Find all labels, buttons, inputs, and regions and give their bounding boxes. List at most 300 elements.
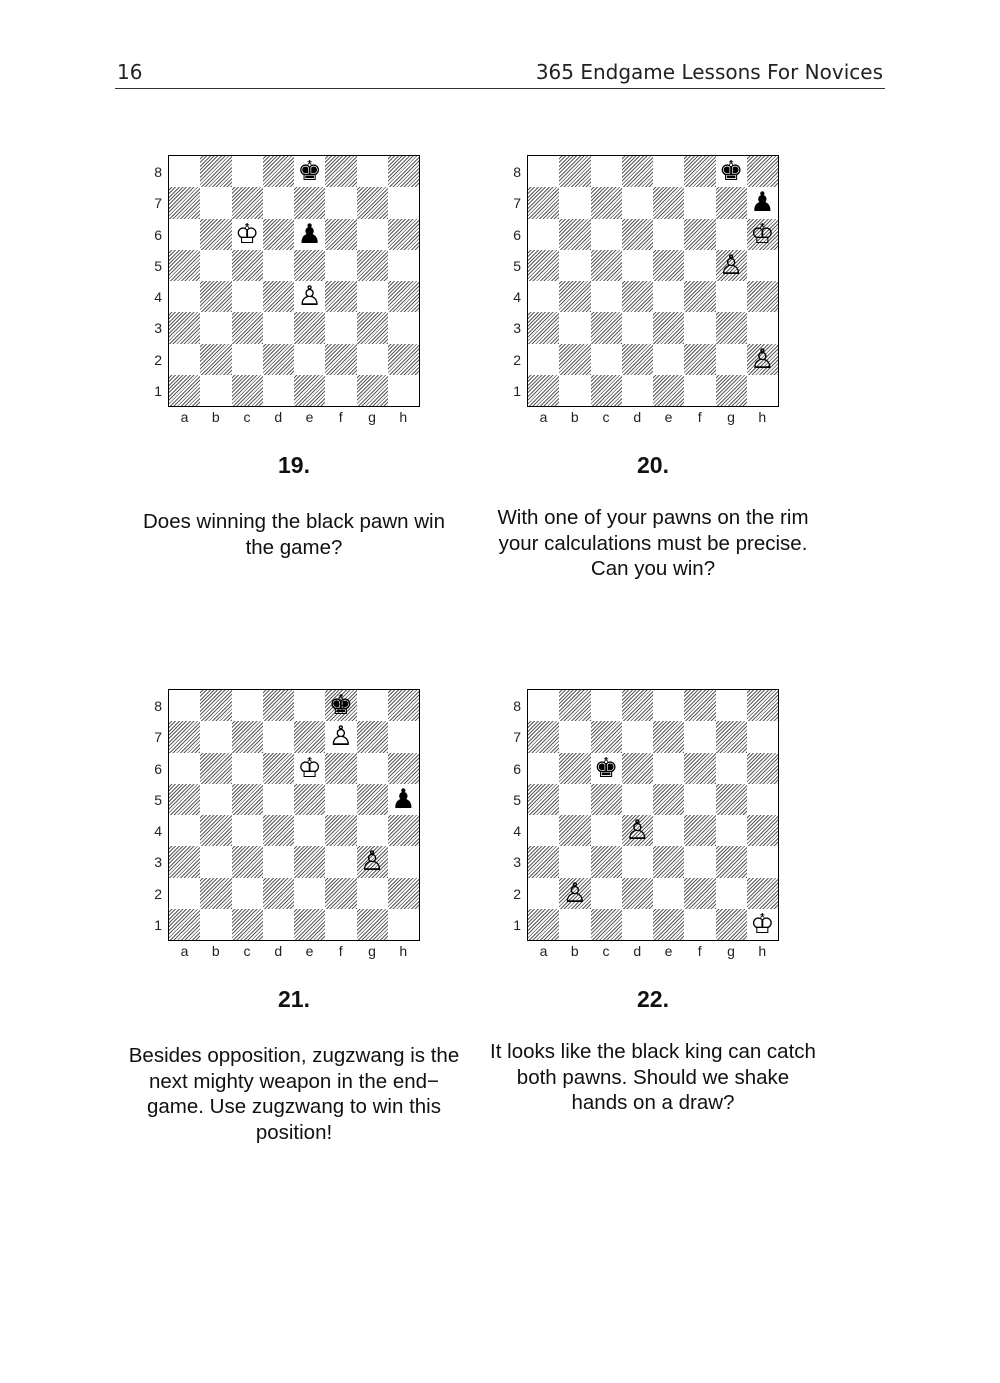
board-square <box>591 187 622 218</box>
white-king-icon: ♔ <box>235 218 260 250</box>
board-square <box>528 156 559 187</box>
file-label: a <box>539 409 548 425</box>
board-square <box>622 690 653 721</box>
description-line: next mighty weapon in the end− <box>148 1069 440 1093</box>
board-square <box>622 846 653 877</box>
board-square <box>357 281 388 312</box>
board-square <box>388 312 419 343</box>
board-square <box>559 846 590 877</box>
board-square <box>559 281 590 312</box>
file-label: g <box>727 943 735 959</box>
board-square <box>747 784 778 815</box>
board-square <box>294 909 325 940</box>
board-square <box>232 909 263 940</box>
board-square <box>559 344 590 375</box>
board-square <box>263 375 294 406</box>
board-square <box>388 344 419 375</box>
rank-label: 2 <box>513 351 521 368</box>
file-label: e <box>664 409 673 425</box>
file-label: c <box>602 943 610 959</box>
board-square <box>325 312 356 343</box>
puzzle-description <box>109 1043 479 1145</box>
rank-label: 7 <box>513 729 521 746</box>
board-square <box>716 187 747 218</box>
puzzle-description <box>468 1039 838 1116</box>
board-square <box>357 187 388 218</box>
board-square <box>716 219 747 250</box>
board-square <box>591 156 622 187</box>
board-square <box>263 187 294 218</box>
board-square <box>169 690 200 721</box>
rank-label: 2 <box>154 885 162 902</box>
board-square <box>388 846 419 877</box>
board-square <box>622 312 653 343</box>
rank-label: 6 <box>513 760 521 777</box>
board-square <box>294 187 325 218</box>
board-square <box>232 156 263 187</box>
board-square <box>388 281 419 312</box>
file-label: h <box>399 409 408 425</box>
rank-label: 8 <box>513 698 521 714</box>
board-square <box>388 753 419 784</box>
board-square <box>232 375 263 406</box>
file-label: a <box>539 943 548 959</box>
board-square <box>684 187 715 218</box>
board-square <box>357 156 388 187</box>
board-square <box>716 784 747 815</box>
description-line: It looks like the black king can catch <box>490 1040 816 1063</box>
board-square <box>263 909 294 940</box>
board-square <box>622 753 653 784</box>
board-square <box>559 721 590 752</box>
rank-label: 5 <box>154 257 162 274</box>
rank-label: 5 <box>513 791 521 808</box>
rank-label: 7 <box>154 729 162 746</box>
board-square <box>325 846 356 877</box>
puzzle-description <box>109 509 479 560</box>
board-square <box>325 250 356 281</box>
board-square <box>169 721 200 752</box>
board-square <box>747 721 778 752</box>
board-square <box>232 344 263 375</box>
board-square <box>591 909 622 940</box>
rank-label: 2 <box>513 885 521 902</box>
file-label: f <box>697 943 702 959</box>
board-square <box>388 815 419 846</box>
board-square <box>232 753 263 784</box>
rank-label: 7 <box>513 195 521 212</box>
board-square <box>528 909 559 940</box>
board-square <box>591 784 622 815</box>
board-square <box>622 187 653 218</box>
description-line: position! <box>255 1120 333 1144</box>
board-square <box>232 846 263 877</box>
description-line: both pawns. Should we shake <box>516 1065 790 1089</box>
board-square <box>622 784 653 815</box>
description-line: Does winning the black pawn win <box>143 510 445 533</box>
board-square <box>591 721 622 752</box>
board-square <box>263 846 294 877</box>
board-square <box>169 753 200 784</box>
board-square <box>325 281 356 312</box>
board-square <box>653 375 684 406</box>
board-square <box>528 846 559 877</box>
rank-label: 6 <box>513 226 521 243</box>
board-square <box>622 344 653 375</box>
black-pawn-icon: ♟ <box>750 187 775 219</box>
board-square <box>653 690 684 721</box>
board-square <box>263 156 294 187</box>
description-line: game. Use zugzwang to win this <box>147 1095 441 1118</box>
board-square <box>357 690 388 721</box>
board-square <box>388 250 419 281</box>
rank-label: 8 <box>154 698 162 714</box>
board-square <box>622 721 653 752</box>
board-square <box>294 250 325 281</box>
board-square <box>747 753 778 784</box>
board-square <box>716 375 747 406</box>
puzzle-number: 21. <box>278 986 310 1012</box>
board-square <box>169 344 200 375</box>
board-square <box>653 281 684 312</box>
board-square <box>357 784 388 815</box>
board-square <box>591 878 622 909</box>
board-square <box>716 878 747 909</box>
board-square <box>559 312 590 343</box>
board-square <box>716 721 747 752</box>
board-square <box>653 219 684 250</box>
white-pawn-icon: ♙ <box>328 721 353 753</box>
board-square <box>591 281 622 312</box>
board-square <box>388 878 419 909</box>
black-pawn-icon: ♟ <box>297 218 322 250</box>
board-square <box>232 721 263 752</box>
board-square <box>684 846 715 877</box>
board-square <box>388 219 419 250</box>
board-square <box>747 250 778 281</box>
board-square <box>263 753 294 784</box>
board-square <box>528 753 559 784</box>
board-square <box>653 344 684 375</box>
board-square <box>200 344 231 375</box>
board-square <box>684 250 715 281</box>
board-square <box>716 344 747 375</box>
board-square <box>388 721 419 752</box>
board-square <box>591 846 622 877</box>
black-king-icon: ♚ <box>328 690 353 722</box>
file-label: a <box>180 409 189 425</box>
board-square <box>528 375 559 406</box>
board-square <box>684 815 715 846</box>
board-square <box>200 219 231 250</box>
board-square <box>528 250 559 281</box>
chessboard <box>527 689 779 941</box>
board-square <box>263 878 294 909</box>
board-square <box>388 156 419 187</box>
puzzle-number: 19. <box>278 452 310 478</box>
description-line: With one of your pawns on the rim <box>497 506 809 529</box>
file-label: c <box>602 409 610 425</box>
board-square <box>325 187 356 218</box>
board-square <box>200 721 231 752</box>
white-pawn-icon: ♙ <box>360 846 385 878</box>
board-square <box>747 156 778 187</box>
black-king-icon: ♚ <box>719 156 744 188</box>
board-square <box>169 375 200 406</box>
board-square <box>653 250 684 281</box>
board-square <box>263 815 294 846</box>
white-pawn-icon: ♙ <box>625 815 650 847</box>
board-square <box>684 721 715 752</box>
board-square <box>684 690 715 721</box>
chessboard <box>168 155 420 407</box>
chessboard <box>168 689 420 941</box>
board-square <box>747 878 778 909</box>
board-square <box>200 878 231 909</box>
board-square <box>200 690 231 721</box>
puzzle-description <box>468 505 838 582</box>
board-square <box>357 312 388 343</box>
board-square <box>325 909 356 940</box>
board-square <box>200 250 231 281</box>
board-square <box>263 344 294 375</box>
board-square <box>294 721 325 752</box>
board-square <box>200 784 231 815</box>
board-square <box>622 156 653 187</box>
board-square <box>169 250 200 281</box>
rank-label: 5 <box>513 257 521 274</box>
board-square <box>263 721 294 752</box>
board-square <box>716 815 747 846</box>
board-square <box>653 878 684 909</box>
board-square <box>559 784 590 815</box>
rank-label: 1 <box>154 916 162 933</box>
board-square <box>559 815 590 846</box>
white-pawn-icon: ♙ <box>562 877 587 909</box>
description-line: Besides opposition, zugzwang is the <box>128 1044 460 1067</box>
puzzle-number: 22. <box>637 986 669 1012</box>
board-square <box>200 312 231 343</box>
board-square <box>559 753 590 784</box>
board-square <box>263 219 294 250</box>
board-square <box>528 312 559 343</box>
description-line: hands on a draw? <box>571 1091 735 1114</box>
white-king-icon: ♔ <box>297 752 322 784</box>
chessboard <box>527 155 779 407</box>
white-pawn-icon: ♙ <box>297 281 322 313</box>
board-square <box>684 753 715 784</box>
board-square <box>528 815 559 846</box>
board-square <box>294 815 325 846</box>
file-label: a <box>180 943 189 959</box>
board-square <box>388 375 419 406</box>
file-label: e <box>305 409 314 425</box>
description-line: Can you win? <box>590 557 716 580</box>
board-square <box>591 344 622 375</box>
board-square <box>357 909 388 940</box>
board-square <box>591 375 622 406</box>
board-square <box>622 281 653 312</box>
file-label: f <box>338 943 343 959</box>
file-label: d <box>274 943 283 959</box>
board-square <box>684 878 715 909</box>
rank-label: 2 <box>154 351 162 368</box>
board-square <box>232 187 263 218</box>
file-label: d <box>274 409 283 425</box>
board-square <box>200 815 231 846</box>
board-square <box>653 187 684 218</box>
board-square <box>528 721 559 752</box>
board-square <box>200 187 231 218</box>
board-square <box>716 281 747 312</box>
board-square <box>591 219 622 250</box>
board-square <box>388 909 419 940</box>
board-square <box>559 187 590 218</box>
board-square <box>200 375 231 406</box>
board-square <box>232 312 263 343</box>
rank-label: 8 <box>154 164 162 180</box>
board-square <box>357 219 388 250</box>
board-square <box>716 909 747 940</box>
board-square <box>684 909 715 940</box>
board-square <box>747 690 778 721</box>
rank-label: 6 <box>154 760 162 777</box>
board-square <box>169 187 200 218</box>
board-square <box>294 846 325 877</box>
board-square <box>294 784 325 815</box>
board-square <box>528 878 559 909</box>
board-square <box>357 815 388 846</box>
board-square <box>559 909 590 940</box>
file-label: d <box>633 409 642 425</box>
board-square <box>232 815 263 846</box>
rank-label: 5 <box>154 791 162 808</box>
board-square <box>716 690 747 721</box>
board-square <box>325 219 356 250</box>
rank-label: 4 <box>513 823 521 839</box>
puzzle-number: 20. <box>637 452 669 478</box>
board-square <box>528 690 559 721</box>
board-square <box>622 375 653 406</box>
board-square <box>325 344 356 375</box>
rank-label: 1 <box>513 916 521 933</box>
file-label: g <box>368 409 376 425</box>
file-label: h <box>399 943 408 959</box>
page-number: 16 <box>117 60 143 84</box>
board-square <box>684 344 715 375</box>
board-square <box>325 878 356 909</box>
rank-label: 1 <box>513 382 521 399</box>
board-square <box>169 219 200 250</box>
white-king-icon: ♔ <box>750 218 775 250</box>
page-header <box>115 58 885 89</box>
file-label: b <box>211 943 220 959</box>
file-label: b <box>211 409 220 425</box>
board-square <box>528 344 559 375</box>
board-square <box>325 375 356 406</box>
board-square <box>653 312 684 343</box>
board-square <box>294 344 325 375</box>
board-square <box>622 219 653 250</box>
file-label: f <box>338 409 343 425</box>
board-square <box>200 846 231 877</box>
board-square <box>653 721 684 752</box>
rank-label: 4 <box>513 289 521 305</box>
board-square <box>357 344 388 375</box>
rank-label: 6 <box>154 226 162 243</box>
board-square <box>294 312 325 343</box>
white-king-icon: ♔ <box>750 908 775 940</box>
board-square <box>528 281 559 312</box>
white-pawn-icon: ♙ <box>719 249 744 281</box>
board-square <box>653 846 684 877</box>
file-label: c <box>243 409 251 425</box>
board-square <box>591 690 622 721</box>
board-square <box>357 250 388 281</box>
book-title: 365 Endgame Lessons For Novices <box>535 60 883 84</box>
black-king-icon: ♚ <box>297 156 322 188</box>
board-square <box>559 375 590 406</box>
board-square <box>559 219 590 250</box>
board-square <box>747 375 778 406</box>
board-square <box>169 815 200 846</box>
board-square <box>263 250 294 281</box>
board-square <box>388 690 419 721</box>
board-square <box>294 375 325 406</box>
file-label: d <box>633 943 642 959</box>
rank-label: 4 <box>154 289 162 305</box>
board-square <box>169 312 200 343</box>
board-square <box>169 878 200 909</box>
board-square <box>169 281 200 312</box>
board-square <box>357 375 388 406</box>
board-square <box>232 878 263 909</box>
board-square <box>684 219 715 250</box>
file-label: g <box>368 943 376 959</box>
black-pawn-icon: ♟ <box>391 783 416 815</box>
board-square <box>716 312 747 343</box>
board-square <box>294 878 325 909</box>
rank-label: 3 <box>154 320 162 337</box>
rank-label: 3 <box>513 320 521 337</box>
rank-label: 1 <box>154 382 162 399</box>
board-square <box>684 784 715 815</box>
board-square <box>591 250 622 281</box>
board-square <box>528 784 559 815</box>
board-square <box>357 753 388 784</box>
black-king-icon: ♚ <box>594 752 619 784</box>
board-square <box>716 846 747 877</box>
board-square <box>325 753 356 784</box>
board-square <box>684 281 715 312</box>
board-square <box>200 753 231 784</box>
board-square <box>684 375 715 406</box>
board-square <box>559 156 590 187</box>
board-square <box>325 156 356 187</box>
rank-label: 8 <box>513 164 521 180</box>
rank-label: 4 <box>154 823 162 839</box>
board-square <box>200 909 231 940</box>
board-square <box>747 815 778 846</box>
board-square <box>232 784 263 815</box>
board-square <box>559 250 590 281</box>
file-label: c <box>243 943 251 959</box>
board-square <box>294 690 325 721</box>
board-square <box>591 312 622 343</box>
board-square <box>747 846 778 877</box>
board-square <box>622 250 653 281</box>
board-square <box>747 312 778 343</box>
